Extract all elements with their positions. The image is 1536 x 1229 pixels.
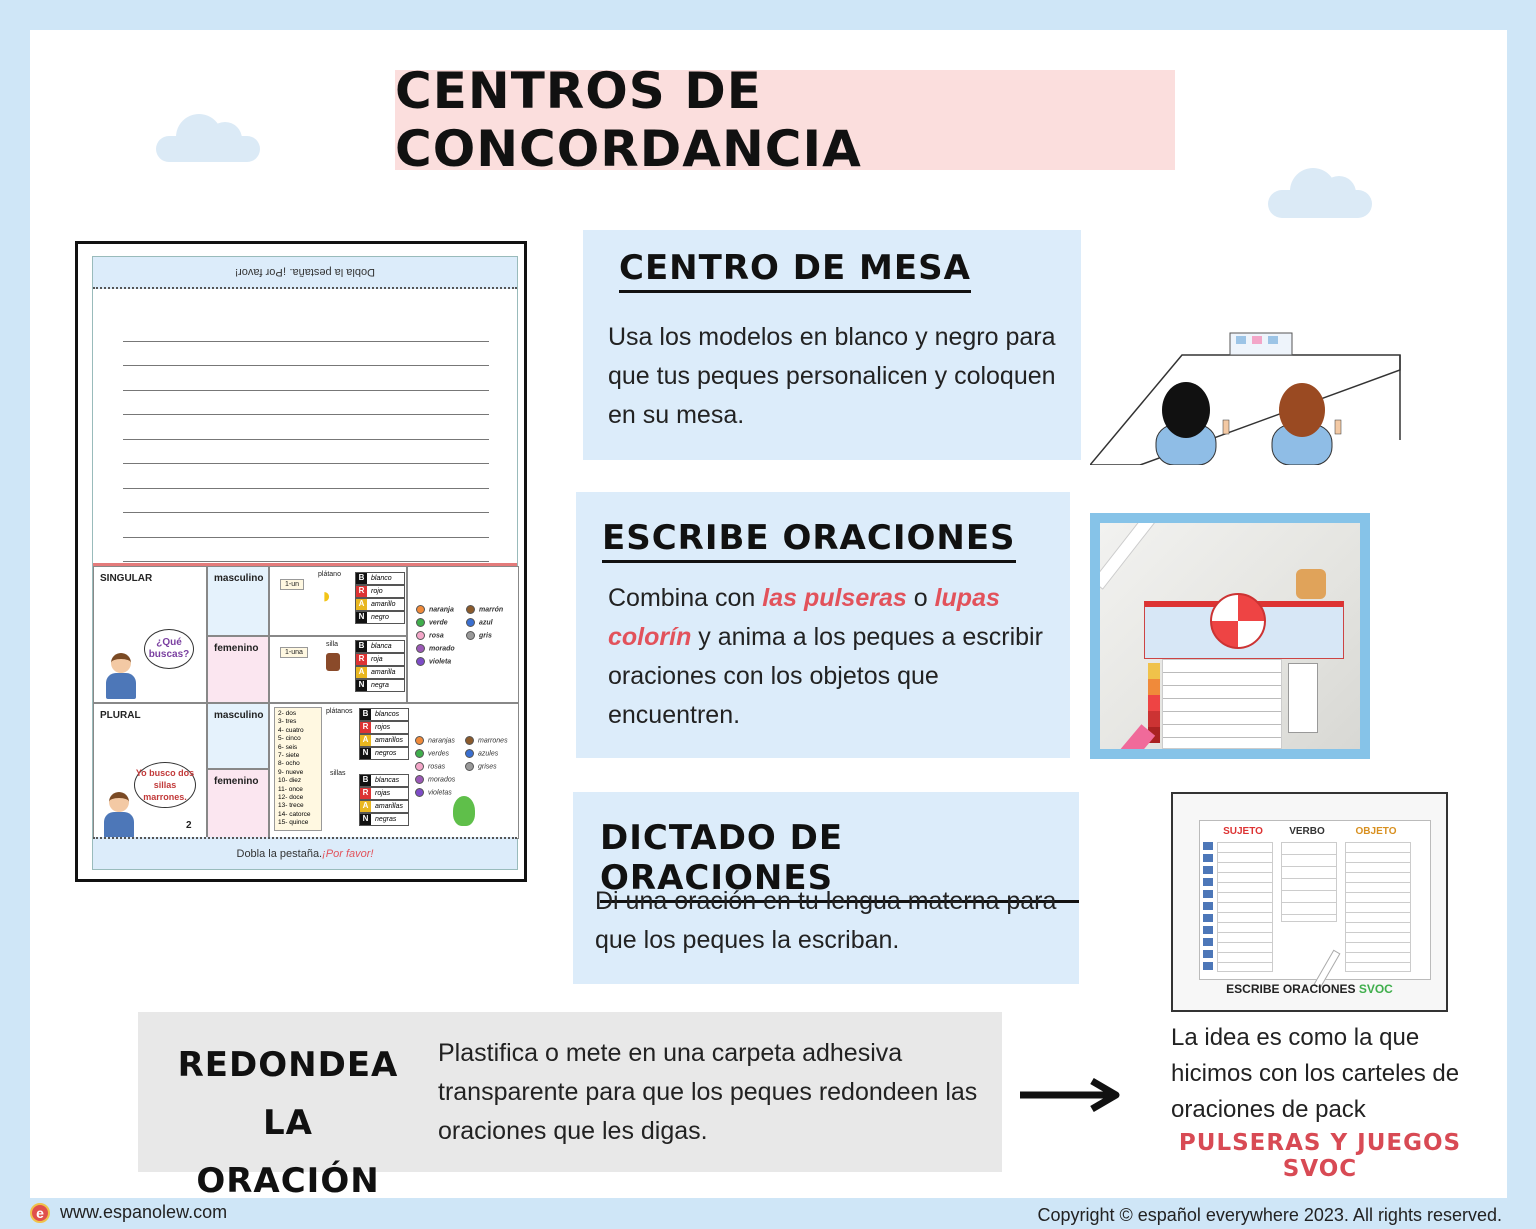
singular-cell [93,566,207,703]
kid-boy-icon [106,653,136,699]
card-text: Di una oración en tu lengua materna para que los peques la escriban. [595,887,1057,954]
bran-table-m: B blanco R rojo A amarillo N negro [355,572,405,624]
worksheet-grid [93,566,517,839]
number-list: 2- dos 3- tres 4- cuatro 5- cinco 6- seis 7- siete 8- ocho 9- nueve 10- diez 11- once 12- doce 13- trece 14- catorce 15- quince [274,707,322,831]
color-list-singular-2: marrón azul gris [466,605,503,644]
masculino-cell-plural: masculino [207,703,269,769]
footer-copyright: Copyright © español everywhere 2023. All rights reserved. [1037,1205,1502,1225]
card-text: Combina con las pulseras o lupas colorín y anima a los peques a escribir oraciones con los objetos que encuentren. [608,584,1043,729]
craft-photo [1090,513,1370,759]
card-centro-de-mesa [583,230,1081,460]
note-text: La idea es como la que hicimos con los carteles de oraciones de pack [1171,1024,1460,1123]
worksheet-inner [92,256,518,870]
footer-website [30,1202,227,1223]
singular-label: SINGULAR [100,573,153,584]
card-title: REDONDEA LA ORACIÓN [177,1045,399,1201]
kid-girl-icon [104,792,134,838]
speech-bubble: ¿Qué buscas? [144,629,194,669]
worksheet-preview [75,241,527,882]
card-title: CENTRO DE MESA [619,248,971,293]
color-list-plural-2: marrones azules grises [465,736,508,775]
link-pulseras: las pulseras [762,584,907,612]
bran-table-f: B blanca R roja A amarilla N negra [355,640,405,692]
card-text: Usa los modelos en blanco y negro para que tus peques personalicen y coloquen en su mesa. [608,323,1056,429]
plural-cell: PLURAL Yo busco dos sillas marrones. 2 [93,703,207,839]
banana-icon: ◗ [320,583,334,608]
link-lupas: lupas colorín [608,584,1000,651]
infographic-page [30,30,1507,1201]
website-link[interactable]: www.espanolew.com [60,1202,228,1222]
espanolew-logo-icon: e [30,1203,50,1223]
speech-bubble-2: Yo busco dos sillas marrones. [134,762,196,808]
card-title: DICTADO DE ORACIONES [600,818,1079,903]
lizard-icon [453,796,475,826]
arrow-right-icon [1020,1078,1124,1112]
chair-icon [326,653,340,671]
worksheet-band-top: Dobla la pestaña. ¡Por favor! [93,257,517,289]
singular-colors-cell [407,566,519,703]
worksheet-band-bottom: Dobla la pestaña. ¡Por favor! [93,837,517,869]
singular-f-words: 1-una silla [269,636,407,703]
cloud-decoration [156,136,260,162]
title-banner [395,62,1175,178]
card-text: Plastifica o mete en una carpeta adhesiva transparente para que los peques redondeen las oraciones que les digas. [438,1039,978,1145]
desk-illustration [1090,330,1410,465]
plural-label: PLURAL [100,710,141,721]
bran-table-fp: B blancas R rojas A amarillas N negras [359,774,409,826]
bran-table-mp: B blancos R rojos A amarillos N negros [359,708,409,760]
photo-caption: ESCRIBE ORACIONES SVOC [1226,982,1393,996]
card-title: ESCRIBE ORACIONES [602,518,1016,563]
femenino-cell-plural: femenino [207,769,269,839]
masculino-cell: masculino [207,566,269,636]
color-list-singular: naranja verde rosa morado violeta [416,605,455,670]
page-title: CENTROS DE CONCORDANCIA [395,62,862,178]
svoc-worksheet-photo: SUJETO VERBO OBJETO ESCRIBE ORACIONES SVOC [1171,792,1448,1012]
femenino-cell: femenino [207,636,269,703]
pack-link[interactable]: PULSERAS Y JUEGOS SVOC [1178,1130,1462,1182]
cloud-decoration [1268,190,1372,218]
card-redondea-la-oracion [138,1012,1002,1201]
card-escribe-oraciones [576,492,1070,758]
singular-m-words: 1-un plátano ◗ [269,566,407,636]
color-list-plural: naranjas verdes rosas morados violetas [415,736,455,801]
card-dictado-de-oraciones [573,792,1079,984]
writing-lines [123,317,489,562]
plural-words-cell: plátanos sillas [269,703,519,839]
